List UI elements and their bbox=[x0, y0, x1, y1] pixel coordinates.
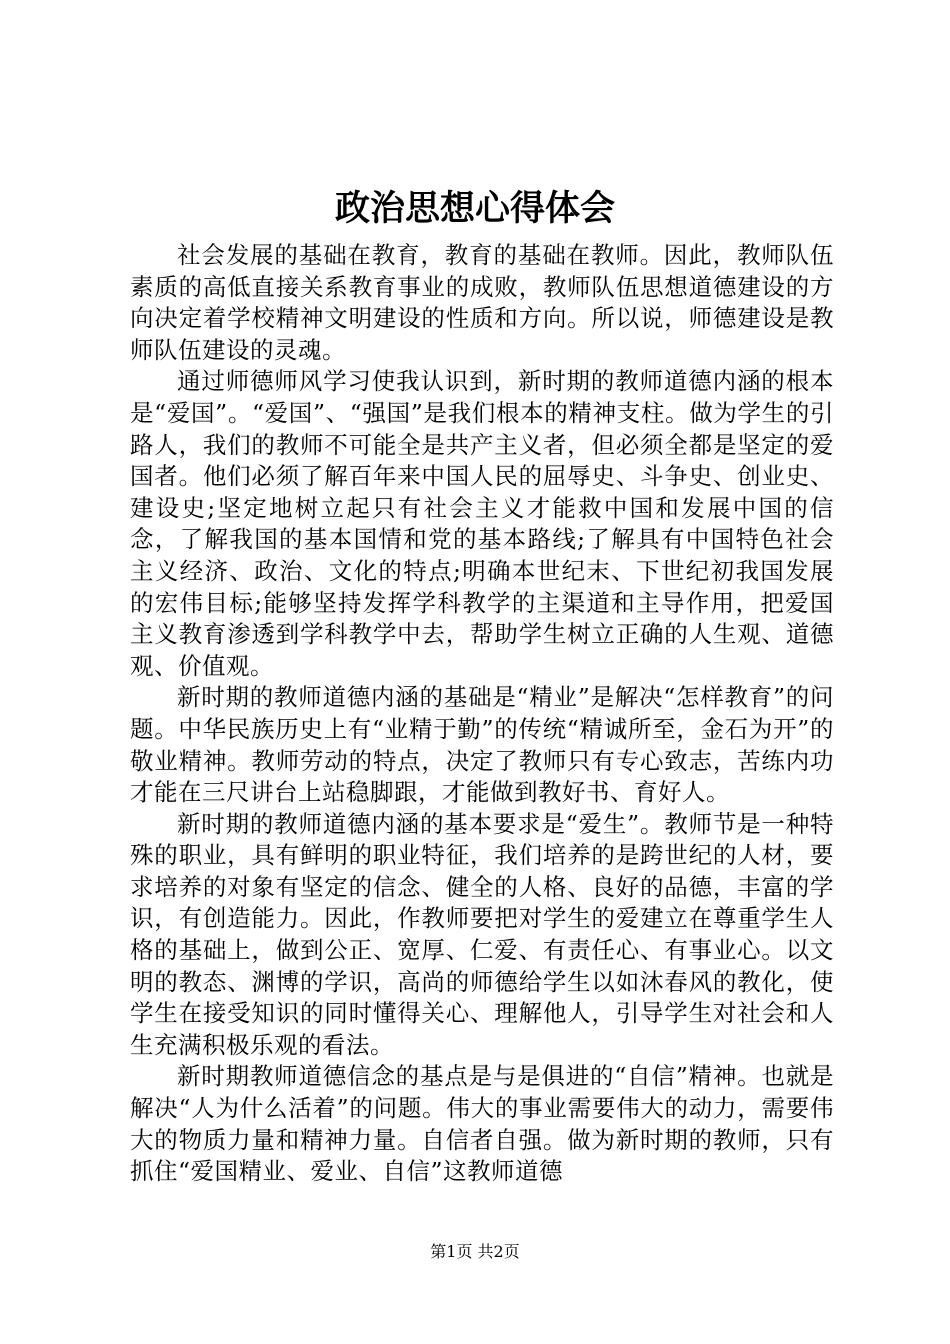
page-number-footer: 第1页 共2页 bbox=[430, 1242, 520, 1261]
paragraph-5: 新时期教师道德信念的基点是与是俱进的“自信”精神。也就是解决“人为什么活着”的问题。伟大的事业需要伟大的动力，需要伟大的物质力量和精神力量。自信者自强。做为新时期的教师，只有抓住“爱国精业、爱业、自信”这教师道德 bbox=[130, 1062, 834, 1186]
paragraph-4: 新时期的教师道德内涵的基本要求是“爱生”。教师节是一种特殊的职业，具有鲜明的职业特征，我们培养的是跨世纪的人材，要求培养的对象有坚定的信念、健全的人格、良好的品德，丰富的学识，有创造能力。因此，作教师要把对学生的爱建立在尊重学生人格的基础上，做到公正、宽厚、仁爱、有责任心、有事业心。以文明的教态、渊博的学识，高尚的师德给学生以如沐春风的教化，使学生在接受知识的同时懂得关心、理解他人，引导学生对社会和人生充满积极乐观的看法。 bbox=[130, 809, 834, 1059]
document-body bbox=[130, 240, 834, 1188]
page-title: 政治思想心得体会 bbox=[334, 188, 615, 229]
paragraph-1: 社会发展的基础在教育，教育的基础在教师。因此，教师队伍素质的高低直接关系教育事业的成败，教师队伍思想道德建设的方向决定着学校精神文明建设的性质和方向。所以说，师德建设是教师队伍建设的灵魂。 bbox=[130, 241, 834, 364]
paragraph-3: 新时期的教师道德内涵的基础是“精业”是解决“怎样教育”的问题。中华民族历史上有“业精于勤”的传统“精诚所至，金石为开”的敬业精神。教师劳动的特点，决定了教师只有专心致志，苦练内功才能在三尺讲台上站稳脚跟，才能做到教好书、育好人。 bbox=[130, 683, 834, 807]
paragraph-2: 通过师德师风学习使我认识到，新时期的教师道德内涵的根本是“爱国”。“爱国”、“强国”是我们根本的精神支柱。做为学生的引路人，我们的教师不可能全是共产主义者，但必须全都是坚定的爱国者。他们必须了解百年来中国人民的屈辱史、斗争史、创业史、建设史;坚定地树立起只有社会主义才能救中国和发展中国的信念，了解我国的基本国情和党的基本路线;了解具有中国特色社会主义经济、政治、文化的特点;明确本世纪末、下世纪初我国发展的宏伟目标;能够坚持发挥学科教学的主渠道和主导作用，把爱国主义教育渗透到学科教学中去，帮助学生树立正确的人生观、道德观、价值观。 bbox=[130, 367, 834, 680]
